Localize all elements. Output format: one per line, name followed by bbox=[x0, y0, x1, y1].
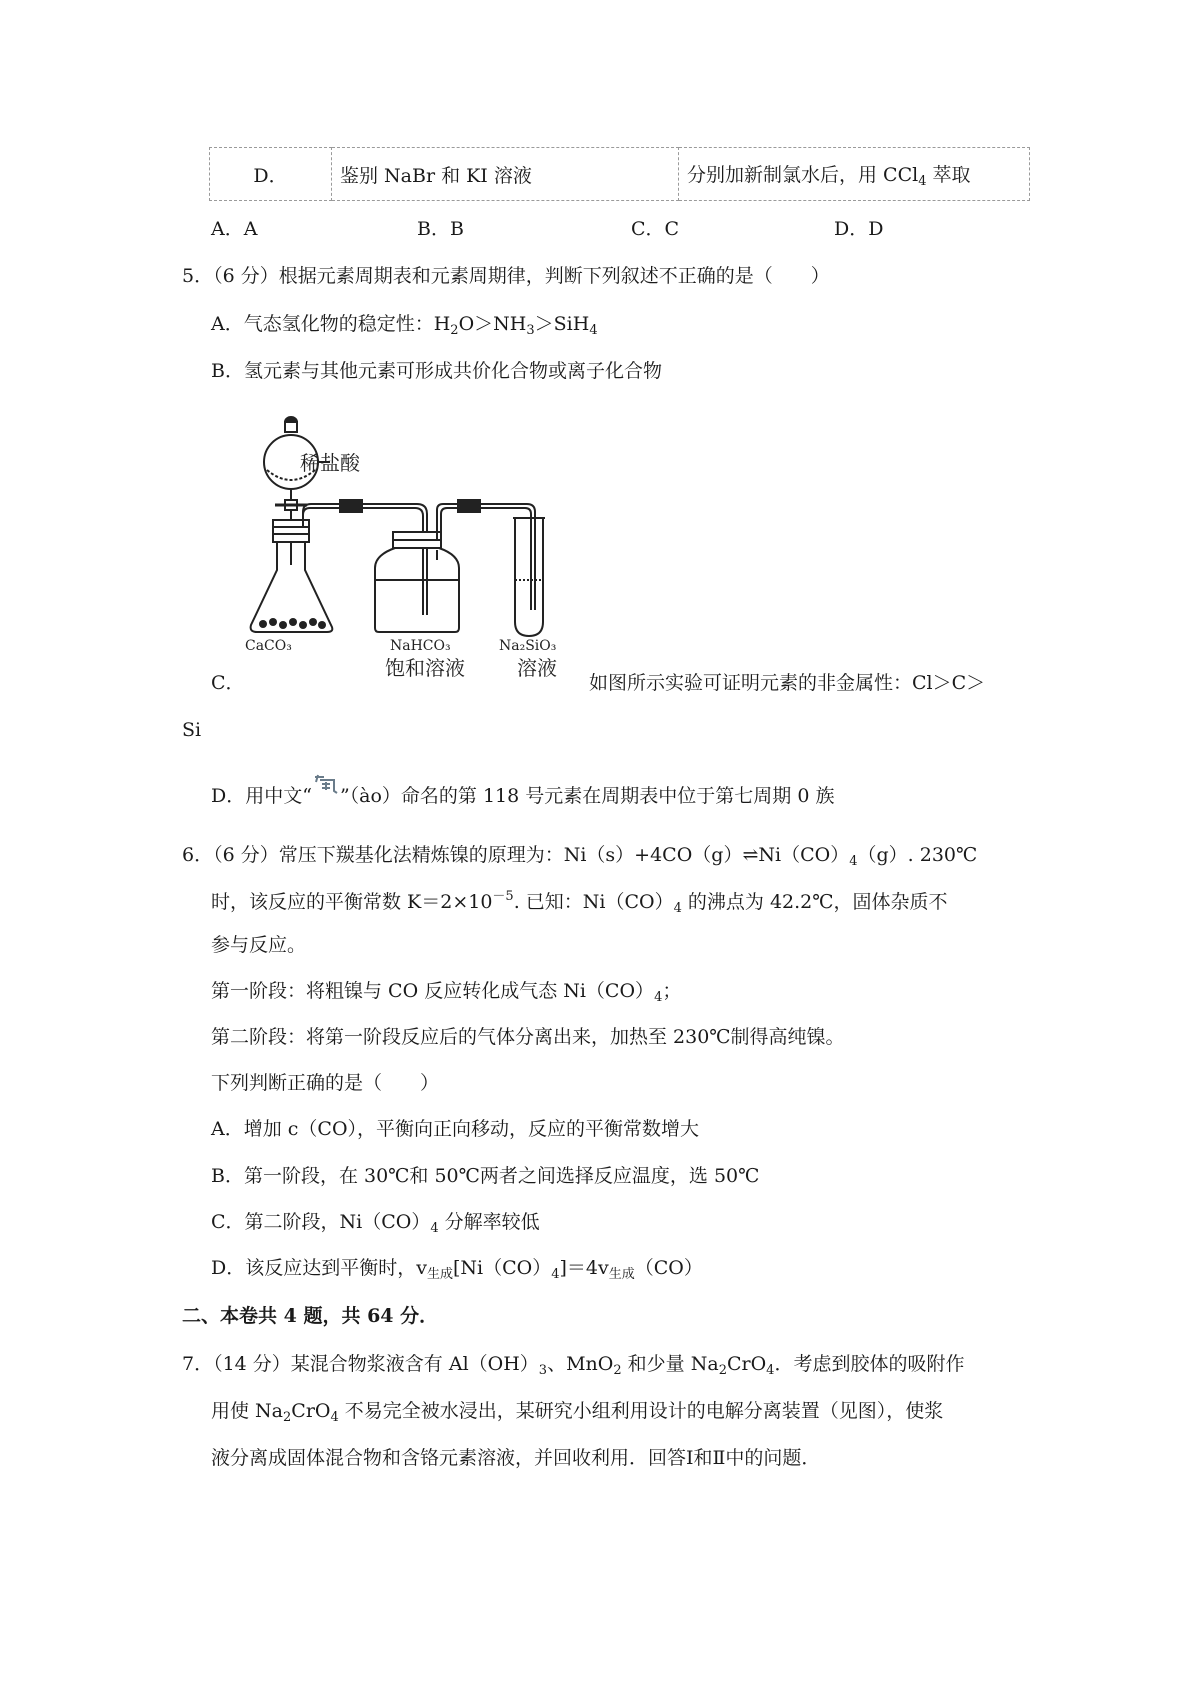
table-cell-label: D． bbox=[210, 148, 332, 201]
q6-option-a[interactable]: A．增加 c（CO），平衡向正向移动，反应的平衡常数增大 bbox=[211, 1118, 700, 1140]
choice-a[interactable]: A．A bbox=[211, 218, 258, 240]
fig-label-na2sio3-2: 溶液 bbox=[517, 656, 557, 680]
q7-line3: 液分离成固体混合物和含铬元素溶液，并回收利用．回答Ⅰ和Ⅱ中的问题． bbox=[211, 1447, 821, 1469]
q6-option-c[interactable]: C．第二阶段，$Ni(CO)_4$ 分解率较低 bbox=[211, 1211, 540, 1236]
q6-ask: 下列判断正确的是（ ） bbox=[211, 1072, 440, 1094]
q6-phase2: 第二阶段：将第一阶段反应后的气体分离出来，加热至 230℃制得高纯镍。 bbox=[211, 1026, 845, 1048]
q5-stem: 5．（6 分）根据元素周期表和元素周期律，判断下列叙述不正确的是（ ） bbox=[182, 265, 830, 287]
fig-label-nahco3-2: 饱和溶液 bbox=[385, 656, 465, 680]
choice-d[interactable]: D．D bbox=[834, 218, 884, 240]
section-heading: 二、本卷共 4 题，共 64 分． bbox=[182, 1305, 439, 1327]
q6-option-d[interactable]: D．该反应达到平衡时，$v_{生成}[Ni(CO)_4]=4v_{生成}(CO)$ bbox=[211, 1257, 703, 1282]
q6-stem-line1: 6．（6 分）常压下羰基化法精炼镍的原理为：$Ni(s)+4CO(g)\rightleftharpoons Ni(CO)_4(g)$. 230℃ bbox=[182, 844, 978, 869]
q6-phase1: 第一阶段：将粗镍与 CO 反应转化成气态 $Ni(CO)_4$； bbox=[211, 980, 682, 1005]
fig-label-nahco3: NaHCO₃ bbox=[390, 638, 451, 654]
q5-option-c-label[interactable]: C． bbox=[211, 672, 245, 694]
q5-option-b[interactable]: B．氢元素与其他元素可形成共价化合物或离子化合物 bbox=[211, 360, 662, 382]
table-cell-purpose: 鉴别 NaBr 和 KI 溶液 bbox=[332, 148, 679, 201]
apparatus-figure bbox=[245, 400, 595, 690]
fig-label-acid: 稀盐酸 bbox=[300, 451, 360, 475]
q6-stem-line3: 参与反应。 bbox=[211, 934, 307, 956]
element-character-image bbox=[312, 774, 340, 794]
q5-option-d[interactable]: D．用中文“ ”（ào）命名的第 118 号元素在周期表中位于第七周期 0 族 bbox=[211, 781, 834, 808]
q5-option-a[interactable]: A．气态氢化物的稳定性：$H_2O>NH_3>SiH_4$ bbox=[211, 313, 598, 338]
q6-option-b[interactable]: B．第一阶段，在 30℃和 50℃两者之间选择反应温度，选 50℃ bbox=[211, 1165, 760, 1187]
q7-line1: 7．（14 分）某混合物浆液含有 $Al(OH)_3$、MnO$_2$ 和少量 $Na_2CrO_4$．考虑到胶体的吸附作 bbox=[182, 1353, 965, 1378]
choice-c[interactable]: C．C bbox=[631, 218, 680, 240]
fig-label-caco3: CaCO₃ bbox=[245, 638, 292, 654]
table-cell-method: 分别加新制氯水后，用 CCl$_4$ 萃取 bbox=[679, 148, 1030, 201]
choice-b[interactable]: B．B bbox=[417, 218, 464, 240]
table-row bbox=[210, 148, 1030, 201]
q5-option-c-text: 如图所示实验可证明元素的非金属性：Cl＞C＞ bbox=[589, 672, 986, 694]
option-table bbox=[209, 147, 1030, 201]
q6-stem-line2: 时，该反应的平衡常数 $K=2\times 10^{-5}$. 已知：$Ni(CO)_4$ 的沸点为 42.2℃，固体杂质不 bbox=[211, 889, 948, 916]
q7-line2: 用使 $Na_2CrO_4$ 不易完全被水浸出，某研究小组利用设计的电解分离装置（见图），使浆 bbox=[211, 1400, 944, 1425]
fig-label-na2sio3: Na₂SiO₃ bbox=[499, 638, 557, 654]
q5-option-c-cont: Si bbox=[182, 719, 202, 741]
